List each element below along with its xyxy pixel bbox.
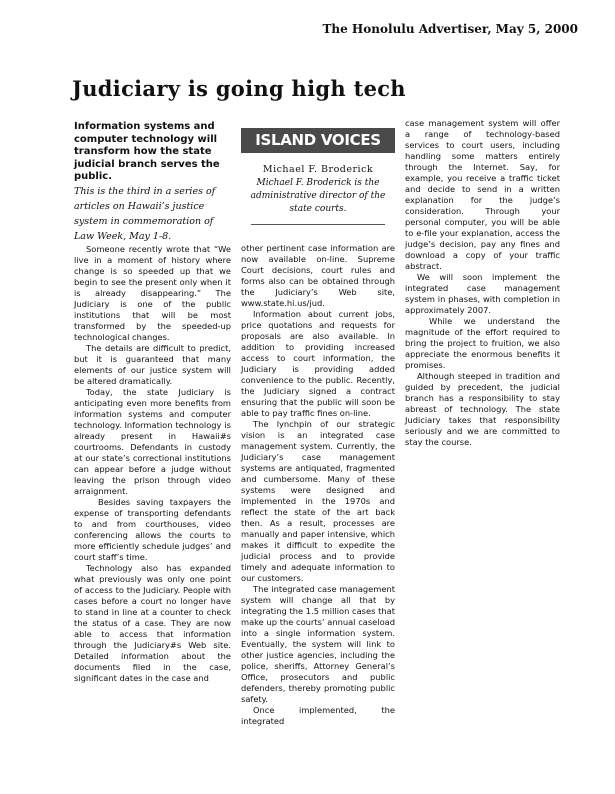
body-paragraph: The details are difficult to predict, but it is guaranteed that many elements of our justice system will be altered dramatically.: [74, 342, 231, 386]
body-paragraph: Besides saving taxpayers the expense of transporting defendants to and from courthouses, video conferencing allows the courts to more efficiently schedule judges’ and court staff’s time.: [74, 496, 231, 562]
body-paragraph: We will soon implement the integrated case management system in phases, with completion in approximately 2007.: [405, 272, 560, 315]
author-byline: Michael F. Broderick: [262, 164, 374, 175]
body-paragraph: Someone recently wrote that “We live in a moment of history where change is so speeded up that we begin to see the present only when it is already disappearing.” The Judiciary is one of the public institutions that will be most transformed by the speeded-up technological changes.: [74, 243, 231, 342]
body-paragraph: Technology also has expanded what previously was only one point of access to the Judiciary. People with cases before a court no longer have to stand in line at a counter to check the status of a case. They are now able to access that information through the Judiciary#s Web site. Detailed information about the documents filed in the case, significant dates in the case and: [74, 562, 231, 683]
body-paragraph: case management system will offer a range of technology-based services to court users, including handling some matters entirely through the Internet. Say, for example, you receive a traffic ticket and decide to send in a written explanation for the judge’s consideration. Through your personal computer, you will be able to e-file your explanation, access the judge’s decision, pay any fines and download a copy of your traffic abstract.: [405, 118, 560, 271]
article-column-1: [74, 121, 231, 684]
author-bio: Michael F. Broderick is the administrative director of the state courts.: [250, 178, 386, 214]
deck: Information systems and computer technology will transform how the state judicial branch serves the public.: [74, 121, 220, 182]
body-paragraph: While we understand the magnitude of the effort required to bring the project to fruition, we also appreciate the enormous benefits it promises.: [405, 316, 560, 370]
body-paragraph: Once implemented, the integrated: [241, 705, 395, 726]
series-note: This is the third in a series of articles on Hawaii’s justice system in commemoration of Law Week, May 1-8.: [74, 185, 216, 242]
body-paragraph: Information about current jobs, price quotations and requests for proposals are also available. In addition to providing increased access to court information, the Judiciary is providing added convenience to the public. Recently, the Judiciary signed a contract ensuring that the public will soon be able to pay traffic fines on-line.: [241, 309, 395, 418]
article-column-3: [405, 118, 560, 448]
body-paragraph: other pertinent case information are now available on-line. Supreme Court decisions, court rules and forms also can be obtained through the Judiciary’s Web site, www.state.hi.us/jud.: [241, 243, 395, 308]
body-paragraph: The lynchpin of our strategic vision is an integrated case management system. Currently, the Judiciary’s case management systems are antiquated, fragmented and cumbersome. Many of these systems were designed and implemented in the 1970s and reflect the state of the art back then. As a result, processes are manually and paper intensive, which makes it difficult to expedite the judicial process and to provide timely and adequate information to our customers.: [241, 419, 395, 583]
body-paragraph: The integrated case management system will change all that by integrating the 1.5 million cases that make up the courts’ annual caseload into a single information system. Eventually, the system will link to other justice agencies, including the police, sheriffs, Attorney General’s Office, prosecutors and public defenders, thereby promoting public safety.: [241, 584, 395, 704]
column-banner: ISLAND VOICES: [241, 128, 395, 153]
body-paragraph: Today, the state Judiciary is anticipating even more benefits from information systems and computer technology. Information technology is already present in Hawaii#s courtrooms. Defendants in custody at our state’s correctional institutions can appear before a judge without leaving the prison through video arraignment.: [74, 386, 231, 496]
masthead-date: The Honolulu Advertiser, May 5, 2000: [322, 22, 578, 36]
bio-divider: [251, 224, 385, 225]
body-paragraph: Although steeped in tradition and guided by precedent, the judicial branch has a responsibility to stay abreast of technology. The state Judiciary takes that responsibility seriously and we are committed to stay the course.: [405, 371, 560, 447]
headline: Judiciary is going high tech: [72, 76, 406, 101]
article-column-2: [241, 121, 395, 727]
